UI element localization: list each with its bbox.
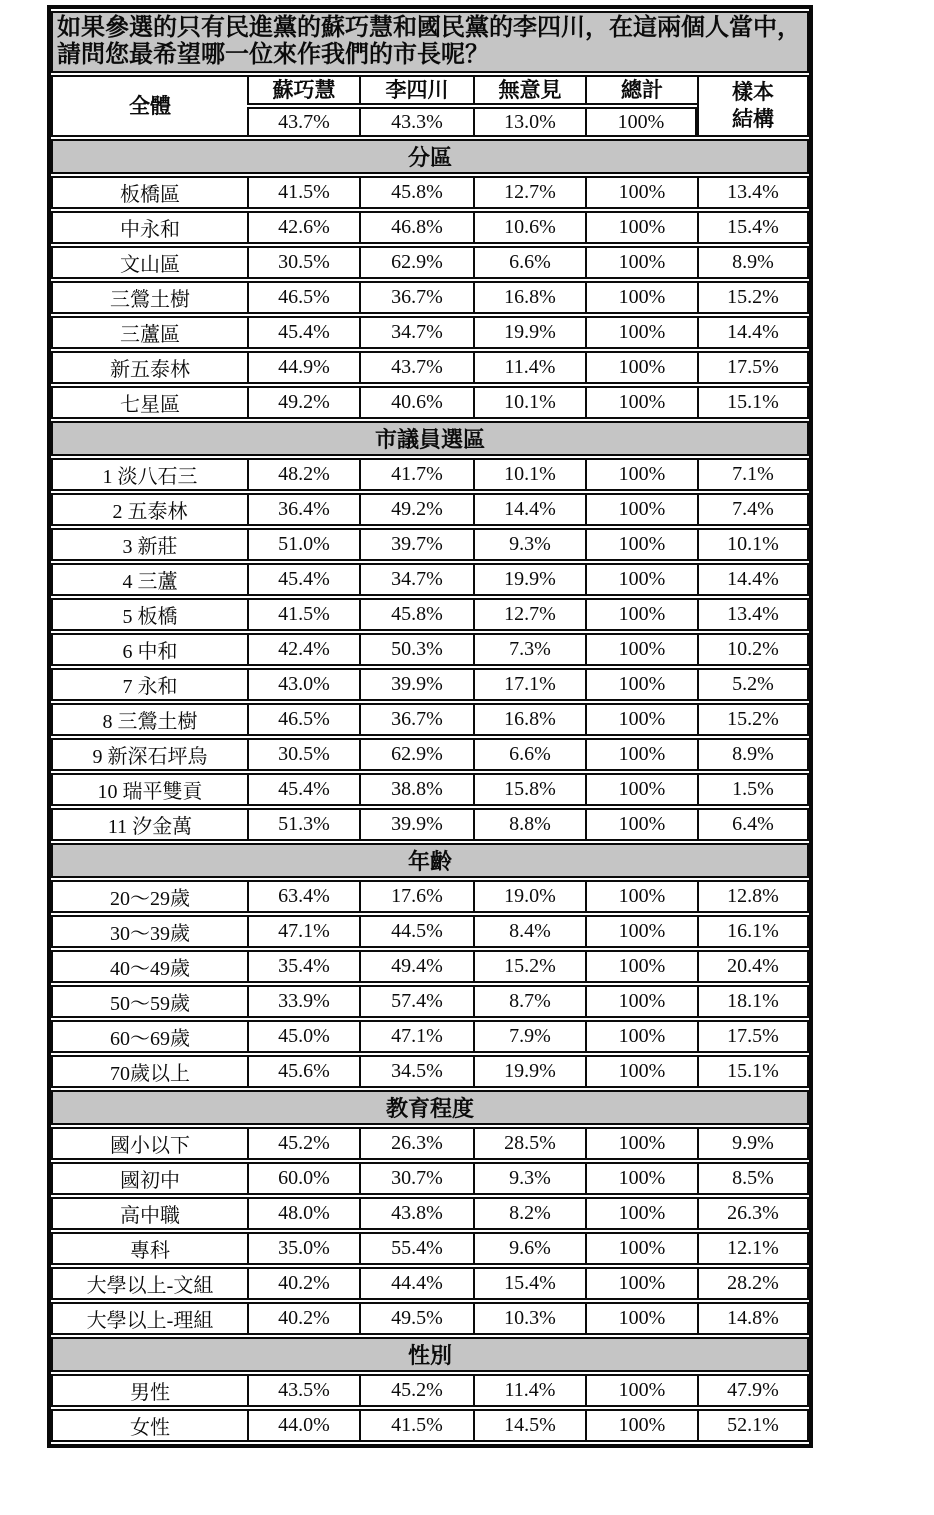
cell-value: 34.7% — [359, 316, 473, 349]
cell-value: 100% — [585, 1267, 697, 1300]
cell-value: 100% — [585, 598, 697, 631]
cell-value: 42.4% — [247, 633, 359, 666]
cell-value: 41.5% — [359, 1409, 473, 1442]
cell-value: 41.5% — [247, 598, 359, 631]
question-row — [51, 11, 809, 73]
poll-table-frame — [47, 5, 813, 1448]
overall-value-total: 100% — [585, 107, 697, 137]
cell-value: 41.7% — [359, 458, 473, 491]
cell-value: 40.2% — [247, 1267, 359, 1300]
table-row — [51, 950, 809, 983]
cell-value: 46.5% — [247, 703, 359, 736]
cell-value: 12.1% — [697, 1232, 809, 1265]
cell-value: 100% — [585, 1409, 697, 1442]
sample-structure-line-2: 結構 — [732, 107, 774, 131]
cell-value: 46.5% — [247, 281, 359, 314]
overall-value-no-opinion: 13.0% — [473, 107, 585, 137]
table-row — [51, 528, 809, 561]
row-label: 七星區 — [51, 386, 247, 419]
cell-value: 12.7% — [473, 176, 585, 209]
table-row — [51, 668, 809, 701]
cell-value: 100% — [585, 773, 697, 806]
poll-results-table — [51, 9, 809, 1444]
row-label: 8 三鶯土樹 — [51, 703, 247, 736]
cell-value: 1.5% — [697, 773, 809, 806]
table-row — [51, 738, 809, 771]
cell-value: 10.6% — [473, 211, 585, 244]
cell-value: 39.9% — [359, 668, 473, 701]
cell-value: 6.4% — [697, 808, 809, 841]
cell-value: 10.1% — [473, 386, 585, 419]
cell-value: 51.3% — [247, 808, 359, 841]
cell-value: 10.2% — [697, 633, 809, 666]
row-label: 1 淡八石三 — [51, 458, 247, 491]
row-label: 文山區 — [51, 246, 247, 279]
sample-structure-line-1: 樣本 — [732, 80, 774, 104]
cell-value: 8.7% — [473, 985, 585, 1018]
cell-value: 14.4% — [473, 493, 585, 526]
cell-value: 100% — [585, 1232, 697, 1265]
row-label: 9 新深石坪烏 — [51, 738, 247, 771]
cell-value: 14.5% — [473, 1409, 585, 1442]
cell-value: 16.1% — [697, 915, 809, 948]
cell-value: 20.4% — [697, 950, 809, 983]
column-header-su-chiao-hui: 蘇巧慧 — [247, 75, 359, 105]
cell-value: 100% — [585, 950, 697, 983]
row-label: 30～39歲 — [51, 915, 247, 948]
cell-value: 35.0% — [247, 1232, 359, 1265]
row-label: 三鶯土樹 — [51, 281, 247, 314]
row-label: 2 五泰林 — [51, 493, 247, 526]
table-row — [51, 880, 809, 913]
cell-value: 34.7% — [359, 563, 473, 596]
cell-value: 30.7% — [359, 1162, 473, 1195]
section-band-row — [51, 843, 809, 878]
row-label: 70歲以上 — [51, 1055, 247, 1088]
cell-value: 17.5% — [697, 1020, 809, 1053]
section-header: 教育程度 — [51, 1090, 809, 1125]
cell-value: 19.9% — [473, 1055, 585, 1088]
cell-value: 13.4% — [697, 598, 809, 631]
row-label: 大學以上-理組 — [51, 1302, 247, 1335]
table-row — [51, 246, 809, 279]
table-row — [51, 281, 809, 314]
cell-value: 11.4% — [473, 1374, 585, 1407]
cell-value: 8.4% — [473, 915, 585, 948]
cell-value: 43.8% — [359, 1197, 473, 1230]
cell-value: 12.8% — [697, 880, 809, 913]
cell-value: 8.5% — [697, 1162, 809, 1195]
cell-value: 15.4% — [473, 1267, 585, 1300]
cell-value: 28.2% — [697, 1267, 809, 1300]
cell-value: 100% — [585, 985, 697, 1018]
cell-value: 26.3% — [697, 1197, 809, 1230]
cell-value: 49.2% — [247, 386, 359, 419]
question-line-2: 請問您最希望哪一位來作我們的市長呢？ — [57, 42, 489, 68]
cell-value: 15.1% — [697, 1055, 809, 1088]
question-line-1: 如果參選的只有民進黨的蘇巧慧和國民黨的李四川，在這兩個人當中， — [57, 15, 801, 41]
cell-value: 55.4% — [359, 1232, 473, 1265]
cell-value: 62.9% — [359, 246, 473, 279]
table-row — [51, 1020, 809, 1053]
cell-value: 100% — [585, 246, 697, 279]
cell-value: 28.5% — [473, 1127, 585, 1160]
cell-value: 15.8% — [473, 773, 585, 806]
row-label: 11 汐金萬 — [51, 808, 247, 841]
cell-value: 44.9% — [247, 351, 359, 384]
table-row — [51, 773, 809, 806]
cell-value: 9.9% — [697, 1127, 809, 1160]
cell-value: 7.3% — [473, 633, 585, 666]
cell-value: 100% — [585, 1127, 697, 1160]
table-row — [51, 458, 809, 491]
cell-value: 45.8% — [359, 176, 473, 209]
section-band-row — [51, 1337, 809, 1372]
row-label: 4 三蘆 — [51, 563, 247, 596]
table-row — [51, 1127, 809, 1160]
cell-value: 17.1% — [473, 668, 585, 701]
cell-value: 49.5% — [359, 1302, 473, 1335]
cell-value: 45.8% — [359, 598, 473, 631]
cell-value: 44.0% — [247, 1409, 359, 1442]
row-label: 專科 — [51, 1232, 247, 1265]
cell-value: 45.0% — [247, 1020, 359, 1053]
row-label: 中永和 — [51, 211, 247, 244]
table-row — [51, 351, 809, 384]
table-row — [51, 176, 809, 209]
table-row — [51, 1374, 809, 1407]
cell-value: 45.6% — [247, 1055, 359, 1088]
cell-value: 18.1% — [697, 985, 809, 1018]
table-row — [51, 211, 809, 244]
cell-value: 100% — [585, 915, 697, 948]
table-row — [51, 1232, 809, 1265]
cell-value: 35.4% — [247, 950, 359, 983]
row-label: 女性 — [51, 1409, 247, 1442]
cell-value: 45.2% — [359, 1374, 473, 1407]
cell-value: 100% — [585, 738, 697, 771]
row-label: 40～49歲 — [51, 950, 247, 983]
cell-value: 16.8% — [473, 281, 585, 314]
row-label: 60～69歲 — [51, 1020, 247, 1053]
row-label: 6 中和 — [51, 633, 247, 666]
table-row — [51, 703, 809, 736]
question-title — [51, 11, 809, 73]
table-row — [51, 1302, 809, 1335]
cell-value: 100% — [585, 1162, 697, 1195]
cell-value: 43.5% — [247, 1374, 359, 1407]
table-row — [51, 493, 809, 526]
cell-value: 30.5% — [247, 738, 359, 771]
cell-value: 19.0% — [473, 880, 585, 913]
cell-value: 57.4% — [359, 985, 473, 1018]
cell-value: 5.2% — [697, 668, 809, 701]
cell-value: 47.1% — [359, 1020, 473, 1053]
cell-value: 26.3% — [359, 1127, 473, 1160]
cell-value: 8.2% — [473, 1197, 585, 1230]
cell-value: 15.4% — [697, 211, 809, 244]
table-row — [51, 598, 809, 631]
table-row — [51, 563, 809, 596]
column-header-li-si-chuan: 李四川 — [359, 75, 473, 105]
cell-value: 42.6% — [247, 211, 359, 244]
cell-value: 45.2% — [247, 1127, 359, 1160]
cell-value: 52.1% — [697, 1409, 809, 1442]
cell-value: 17.6% — [359, 880, 473, 913]
section-header: 年齡 — [51, 843, 809, 878]
cell-value: 36.7% — [359, 281, 473, 314]
cell-value: 100% — [585, 563, 697, 596]
section-band-row — [51, 421, 809, 456]
section-header: 性別 — [51, 1337, 809, 1372]
column-header-total: 總計 — [585, 75, 697, 105]
cell-value: 10.3% — [473, 1302, 585, 1335]
cell-value: 14.4% — [697, 316, 809, 349]
cell-value: 100% — [585, 386, 697, 419]
cell-value: 17.5% — [697, 351, 809, 384]
cell-value: 100% — [585, 211, 697, 244]
section-band-row — [51, 1090, 809, 1125]
cell-value: 8.9% — [697, 246, 809, 279]
row-label: 20～29歲 — [51, 880, 247, 913]
cell-value: 45.4% — [247, 773, 359, 806]
section-header: 市議員選區 — [51, 421, 809, 456]
cell-value: 60.0% — [247, 1162, 359, 1195]
row-label: 5 板橋 — [51, 598, 247, 631]
cell-value: 100% — [585, 458, 697, 491]
column-header-sample-structure — [697, 75, 809, 137]
cell-value: 47.9% — [697, 1374, 809, 1407]
cell-value: 100% — [585, 351, 697, 384]
row-label: 國小以下 — [51, 1127, 247, 1160]
row-label: 國初中 — [51, 1162, 247, 1195]
cell-value: 10.1% — [473, 458, 585, 491]
section-header: 分區 — [51, 139, 809, 174]
cell-value: 45.4% — [247, 316, 359, 349]
cell-value: 9.3% — [473, 1162, 585, 1195]
cell-value: 9.6% — [473, 1232, 585, 1265]
cell-value: 8.8% — [473, 808, 585, 841]
cell-value: 16.8% — [473, 703, 585, 736]
cell-value: 44.4% — [359, 1267, 473, 1300]
cell-value: 6.6% — [473, 738, 585, 771]
cell-value: 43.7% — [359, 351, 473, 384]
cell-value: 49.2% — [359, 493, 473, 526]
cell-value: 36.7% — [359, 703, 473, 736]
cell-value: 100% — [585, 316, 697, 349]
cell-value: 14.4% — [697, 563, 809, 596]
cell-value: 15.2% — [697, 281, 809, 314]
cell-value: 48.2% — [247, 458, 359, 491]
cell-value: 100% — [585, 176, 697, 209]
table-row — [51, 386, 809, 419]
row-label: 男性 — [51, 1374, 247, 1407]
cell-value: 100% — [585, 281, 697, 314]
cell-value: 14.8% — [697, 1302, 809, 1335]
cell-value: 63.4% — [247, 880, 359, 913]
table-row — [51, 985, 809, 1018]
row-label: 10 瑞平雙貢 — [51, 773, 247, 806]
table-row — [51, 1162, 809, 1195]
cell-value: 44.5% — [359, 915, 473, 948]
cell-value: 7.9% — [473, 1020, 585, 1053]
cell-value: 100% — [585, 528, 697, 561]
table-row — [51, 1409, 809, 1442]
row-label: 7 永和 — [51, 668, 247, 701]
table-row — [51, 1267, 809, 1300]
row-label: 高中職 — [51, 1197, 247, 1230]
cell-value: 100% — [585, 633, 697, 666]
cell-value: 62.9% — [359, 738, 473, 771]
row-label: 3 新莊 — [51, 528, 247, 561]
cell-value: 46.8% — [359, 211, 473, 244]
column-header-row — [51, 75, 809, 105]
cell-value: 6.6% — [473, 246, 585, 279]
cell-value: 11.4% — [473, 351, 585, 384]
cell-value: 100% — [585, 808, 697, 841]
cell-value: 39.7% — [359, 528, 473, 561]
overall-header: 全體 — [51, 75, 247, 137]
cell-value: 100% — [585, 668, 697, 701]
cell-value: 15.1% — [697, 386, 809, 419]
cell-value: 7.1% — [697, 458, 809, 491]
overall-value-li: 43.3% — [359, 107, 473, 137]
row-label: 50～59歲 — [51, 985, 247, 1018]
table-row — [51, 1197, 809, 1230]
cell-value: 100% — [585, 1302, 697, 1335]
table-row — [51, 633, 809, 666]
cell-value: 51.0% — [247, 528, 359, 561]
cell-value: 40.6% — [359, 386, 473, 419]
cell-value: 39.9% — [359, 808, 473, 841]
cell-value: 15.2% — [473, 950, 585, 983]
cell-value: 9.3% — [473, 528, 585, 561]
cell-value: 8.9% — [697, 738, 809, 771]
cell-value: 12.7% — [473, 598, 585, 631]
cell-value: 19.9% — [473, 316, 585, 349]
cell-value: 36.4% — [247, 493, 359, 526]
cell-value: 50.3% — [359, 633, 473, 666]
cell-value: 10.1% — [697, 528, 809, 561]
table-row — [51, 808, 809, 841]
cell-value: 45.4% — [247, 563, 359, 596]
overall-value-su: 43.7% — [247, 107, 359, 137]
cell-value: 19.9% — [473, 563, 585, 596]
cell-value: 48.0% — [247, 1197, 359, 1230]
cell-value: 49.4% — [359, 950, 473, 983]
cell-value: 100% — [585, 1055, 697, 1088]
cell-value: 100% — [585, 493, 697, 526]
cell-value: 47.1% — [247, 915, 359, 948]
cell-value: 100% — [585, 880, 697, 913]
cell-value: 100% — [585, 1374, 697, 1407]
cell-value: 33.9% — [247, 985, 359, 1018]
cell-value: 40.2% — [247, 1302, 359, 1335]
cell-value: 34.5% — [359, 1055, 473, 1088]
row-label: 三蘆區 — [51, 316, 247, 349]
section-band-row — [51, 139, 809, 174]
cell-value: 43.0% — [247, 668, 359, 701]
row-label: 大學以上-文組 — [51, 1267, 247, 1300]
cell-value: 30.5% — [247, 246, 359, 279]
cell-value: 13.4% — [697, 176, 809, 209]
cell-value: 38.8% — [359, 773, 473, 806]
row-label: 新五泰林 — [51, 351, 247, 384]
column-header-no-opinion: 無意見 — [473, 75, 585, 105]
cell-value: 100% — [585, 1020, 697, 1053]
cell-value: 100% — [585, 1197, 697, 1230]
table-row — [51, 316, 809, 349]
cell-value: 7.4% — [697, 493, 809, 526]
cell-value: 41.5% — [247, 176, 359, 209]
cell-value: 15.2% — [697, 703, 809, 736]
table-row — [51, 1055, 809, 1088]
table-row — [51, 915, 809, 948]
cell-value: 100% — [585, 703, 697, 736]
row-label: 板橋區 — [51, 176, 247, 209]
